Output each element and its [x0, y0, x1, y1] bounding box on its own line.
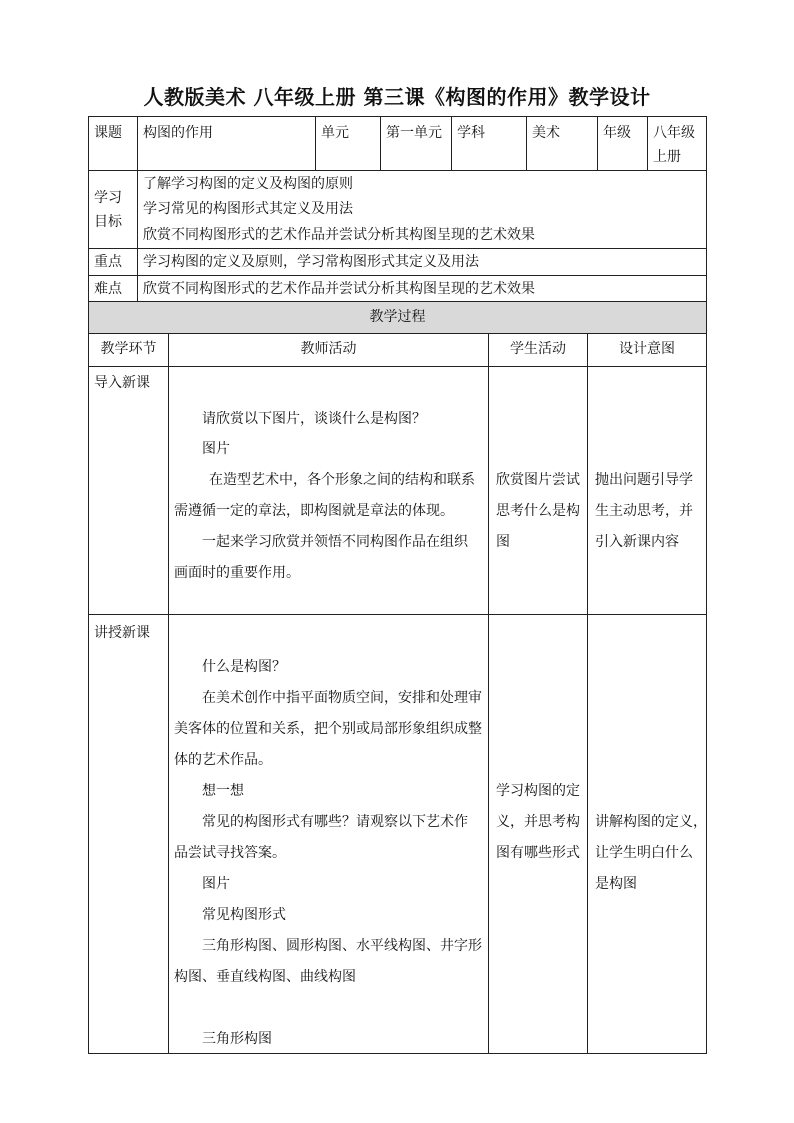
- table-border-right: [706, 116, 707, 1054]
- student-line: 图有哪些形式: [496, 845, 580, 861]
- row-divider-intro: [88, 366, 707, 367]
- header-divider-5: [597, 116, 598, 170]
- teacher-line: 在造型艺术中，各个形象之间的结构和联系: [209, 472, 475, 488]
- teacher-line: 什么是构图？: [202, 659, 286, 675]
- process-column-divider-3: [587, 333, 588, 1054]
- goal-item: 欣赏不同构图形式的艺术作品并尝试分析其构图呈现的艺术效果: [143, 227, 535, 243]
- teacher-line: 一起来学习欣赏并领悟不同构图作品在组织: [202, 534, 468, 550]
- student-line: 义，并思考构: [496, 814, 580, 830]
- teacher-line: 图片: [202, 876, 230, 892]
- intent-line: 抛出问题引导学: [595, 472, 693, 488]
- process-column-divider-1: [168, 333, 169, 1054]
- teacher-line: 品尝试寻找答案。: [174, 845, 286, 861]
- process-column-divider-2: [488, 333, 489, 1054]
- row-divider-columns: [88, 333, 707, 334]
- unit-value: 第一单元: [386, 125, 442, 141]
- header-divider-2: [380, 116, 381, 170]
- difficulty-label: 难点: [94, 281, 122, 297]
- header-divider-3: [451, 116, 452, 170]
- goals-label-line2: 目标: [94, 214, 122, 230]
- document-title: 人教版美术 八年级上册 第三课《构图的作用》教学设计: [143, 85, 651, 109]
- column-header-stage: 教学环节: [100, 341, 157, 357]
- row-divider-keypoint: [88, 248, 707, 249]
- table-border-top: [88, 116, 707, 117]
- stage-label: 讲授新课: [94, 625, 150, 641]
- column-header-intent: 设计意图: [619, 341, 675, 357]
- table-border-left: [88, 116, 89, 1054]
- teacher-line: 构图、垂直线构图、曲线构图: [174, 969, 356, 985]
- teacher-line: 体的艺术作品。: [174, 752, 272, 768]
- header-divider-1: [315, 116, 316, 170]
- topic-label: 课题: [94, 125, 122, 141]
- teacher-line: 三角形构图、圆形构图、水平线构图、井字形: [202, 938, 482, 954]
- intent-line: 让学生明白什么: [595, 845, 693, 861]
- goals-label-line1: 学习: [94, 190, 122, 206]
- goal-item: 了解学习构图的定义及构图的原则: [143, 176, 353, 192]
- student-line: 欣赏图片尝试: [496, 472, 580, 488]
- student-line: 图: [496, 534, 510, 550]
- label-column-divider: [137, 116, 138, 301]
- unit-label: 单元: [321, 125, 349, 141]
- teacher-line: 常见的构图形式有哪些？请观察以下艺术作: [202, 814, 468, 830]
- column-header-teacher: 教师活动: [300, 341, 357, 357]
- teacher-line: 图片: [202, 441, 230, 457]
- subject-value: 美术: [532, 125, 560, 141]
- teacher-line: 画面时的重要作用。: [174, 565, 300, 581]
- grade-value-line1: 八年级: [653, 125, 695, 141]
- teacher-line: 请欣赏以下图片，谈谈什么是构图？: [202, 411, 426, 427]
- intent-line: 讲解构图的定义，: [595, 814, 707, 830]
- table-border-bottom: [88, 1053, 707, 1054]
- goal-item: 学习常见的构图形式其定义及用法: [143, 201, 353, 217]
- student-line: 思考什么是构: [496, 503, 580, 519]
- intent-line: 是构图: [595, 876, 637, 892]
- header-divider-6: [647, 116, 648, 170]
- column-header-student: 学生活动: [510, 341, 566, 357]
- row-divider-lecture: [88, 614, 707, 615]
- teacher-line: 在美术创作中指平面物质空间，安排和处理审: [202, 690, 482, 706]
- teacher-line: 常见构图形式: [202, 907, 286, 923]
- key-point-label: 重点: [94, 254, 122, 270]
- student-line: 学习构图的定: [496, 783, 580, 799]
- key-point-value: 学习构图的定义及原则，学习常构图形式其定义及用法: [143, 254, 479, 270]
- header-divider-4: [526, 116, 527, 170]
- stage-label: 导入新课: [94, 375, 150, 391]
- row-divider-difficulty: [88, 275, 707, 276]
- grade-label: 年级: [603, 125, 631, 141]
- teacher-line: 想一想: [202, 783, 244, 799]
- teacher-line: 美客体的位置和关系，把个别或局部形象组织成整: [174, 721, 482, 737]
- teacher-line: 三角形构图: [202, 1031, 272, 1047]
- row-divider-goals: [88, 170, 707, 171]
- intent-line: 生主动思考，并: [595, 503, 693, 519]
- teacher-line: 需遵循一定的章法，即构图就是章法的体现。: [174, 503, 454, 519]
- intent-line: 引入新课内容: [595, 534, 679, 550]
- process-header: 教学过程: [369, 309, 426, 325]
- difficulty-value: 欣赏不同构图形式的艺术作品并尝试分析其构图呈现的艺术效果: [143, 281, 535, 297]
- subject-label: 学科: [457, 125, 485, 141]
- grade-value-line2: 上册: [653, 149, 681, 165]
- topic-value: 构图的作用: [143, 125, 213, 141]
